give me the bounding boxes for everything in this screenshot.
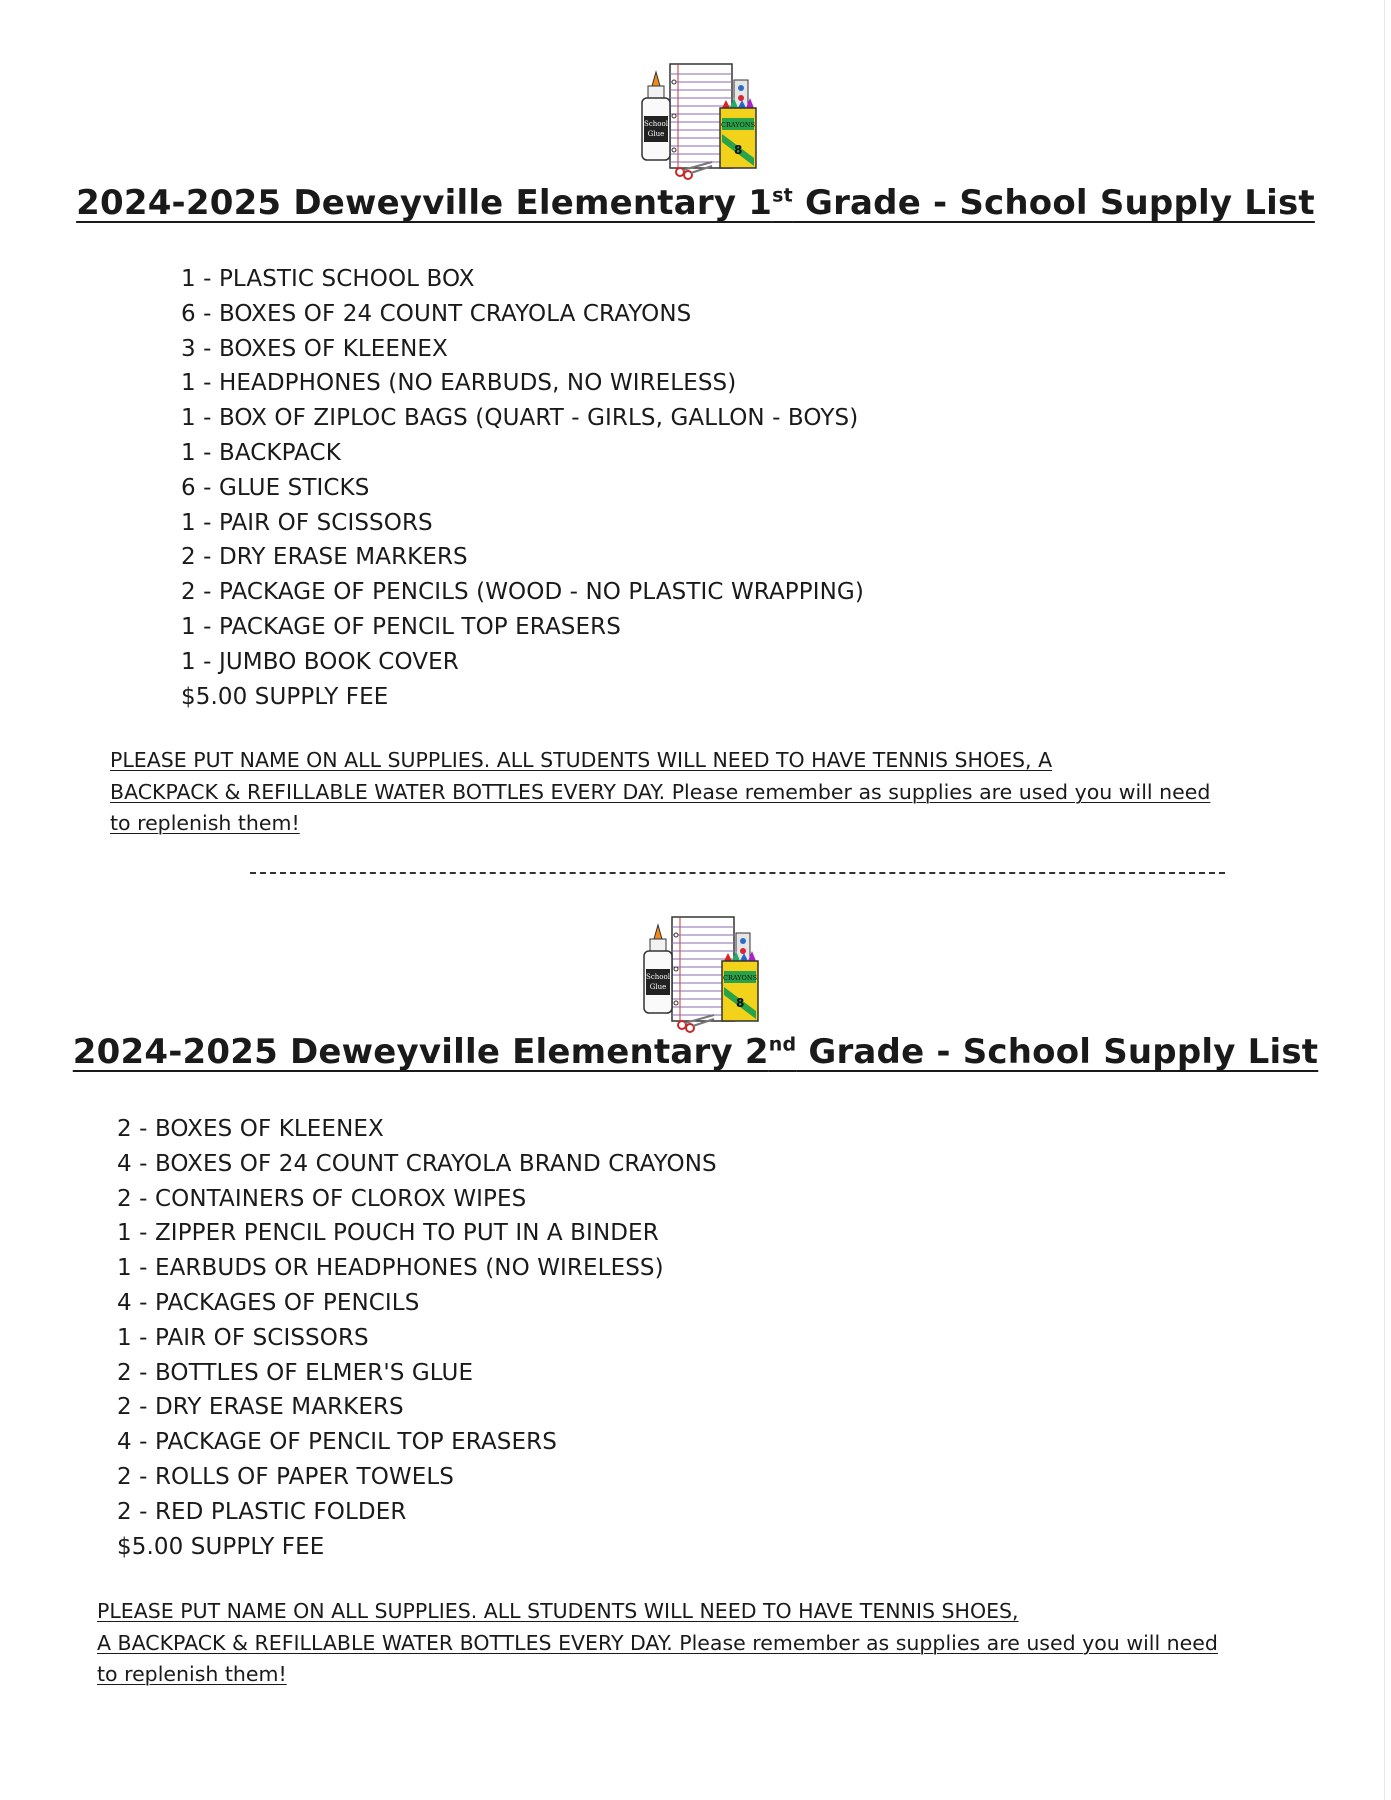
list-item: 6 - BOXES OF 24 COUNT CRAYOLA CRAYONS <box>181 300 692 327</box>
school-supplies-clipart-2 <box>640 915 760 1033</box>
list-item: 2 - RED PLASTIC FOLDER <box>117 1498 407 1525</box>
first-grade-supply-list <box>181 262 864 714</box>
note-line: PLEASE PUT NAME ON ALL SUPPLIES. ALL STUDENTS WILL NEED TO HAVE TENNIS SHOES, <box>97 1599 1019 1623</box>
scan-edge <box>1384 0 1385 1800</box>
list-item: 1 - PAIR OF SCISSORS <box>181 509 433 536</box>
note-line: PLEASE PUT NAME ON ALL SUPPLIES. ALL STUDENTS WILL NEED TO HAVE TENNIS SHOES, A <box>110 748 1053 772</box>
svg-text:Glue: Glue <box>649 983 667 991</box>
glue-bottle-icon <box>644 925 672 1013</box>
list-item: 4 - PACKAGES OF PENCILS <box>117 1289 420 1316</box>
svg-text:School: School <box>644 120 668 128</box>
list-item: 2 - CONTAINERS OF CLOROX WIPES <box>117 1185 527 1212</box>
crayon-box-icon <box>720 98 756 168</box>
second-grade-supply-list <box>117 1112 717 1564</box>
list-item: 1 - EARBUDS OR HEADPHONES (NO WIRELESS) <box>117 1255 664 1282</box>
list-item: $5.00 SUPPLY FEE <box>181 683 389 710</box>
svg-text:8: 8 <box>736 996 745 1010</box>
crayon-box-icon <box>722 951 758 1021</box>
list-item: 1 - PLASTIC SCHOOL BOX <box>181 266 475 292</box>
note-line: BACKPACK & REFILLABLE WATER BOTTLES EVERY DAY. Please remember as supplies are used you will need <box>110 779 1211 804</box>
first-grade-title: 2024-2025 Deweyville Elementary 1st Grade - School Supply List <box>76 183 1315 223</box>
list-item: 2 - PACKAGE OF PENCILS (WOOD - NO PLASTIC WRAPPING) <box>181 579 864 606</box>
second-grade-note <box>97 1596 1218 1691</box>
list-item: 2 - DRY ERASE MARKERS <box>181 544 468 571</box>
svg-text:CRAYONS: CRAYONS <box>722 974 758 982</box>
list-item: 2 - ROLLS OF PAPER TOWELS <box>117 1463 454 1490</box>
list-item: 1 - JUMBO BOOK COVER <box>181 648 459 675</box>
list-item: 1 - ZIPPER PENCIL POUCH TO PUT IN A BINDER <box>117 1220 659 1247</box>
svg-text:Glue: Glue <box>647 130 665 138</box>
list-item: 6 - GLUE STICKS <box>181 474 370 501</box>
note-line: to replenish them! <box>110 811 300 835</box>
list-item: $5.00 SUPPLY FEE <box>117 1533 325 1560</box>
list-item: 1 - PACKAGE OF PENCIL TOP ERASERS <box>181 613 621 640</box>
list-item: 1 - BACKPACK <box>181 439 341 466</box>
school-supplies-clipart-1 <box>638 62 758 180</box>
list-item: 1 - BOX OF ZIPLOC BAGS (QUART - GIRLS, GALLON - BOYS) <box>181 405 859 432</box>
list-item: 4 - BOXES OF 24 COUNT CRAYOLA BRAND CRAYONS <box>117 1150 717 1177</box>
second-grade-title: 2024-2025 Deweyville Elementary 2nd Grade - School Supply List <box>72 1032 1319 1072</box>
section-divider <box>250 872 1225 874</box>
list-item: 4 - PACKAGE OF PENCIL TOP ERASERS <box>117 1429 557 1456</box>
list-item: 1 - PAIR OF SCISSORS <box>117 1324 369 1351</box>
list-item: 2 - BOTTLES OF ELMER'S GLUE <box>117 1359 474 1386</box>
list-item: 3 - BOXES OF KLEENEX <box>181 335 448 362</box>
first-grade-note <box>110 745 1210 840</box>
list-item: 2 - BOXES OF KLEENEX <box>117 1116 384 1142</box>
note-line: to replenish them! <box>97 1662 287 1686</box>
note-line: A BACKPACK & REFILLABLE WATER BOTTLES EVERY DAY. Please remember as supplies are used you will need <box>97 1630 1218 1655</box>
svg-text:8: 8 <box>734 143 743 157</box>
svg-text:CRAYONS: CRAYONS <box>720 121 756 129</box>
glue-bottle-icon <box>642 72 670 160</box>
svg-text:School: School <box>646 973 670 981</box>
list-item: 1 - HEADPHONES (NO EARBUDS, NO WIRELESS) <box>181 370 737 397</box>
list-item: 2 - DRY ERASE MARKERS <box>117 1394 404 1421</box>
